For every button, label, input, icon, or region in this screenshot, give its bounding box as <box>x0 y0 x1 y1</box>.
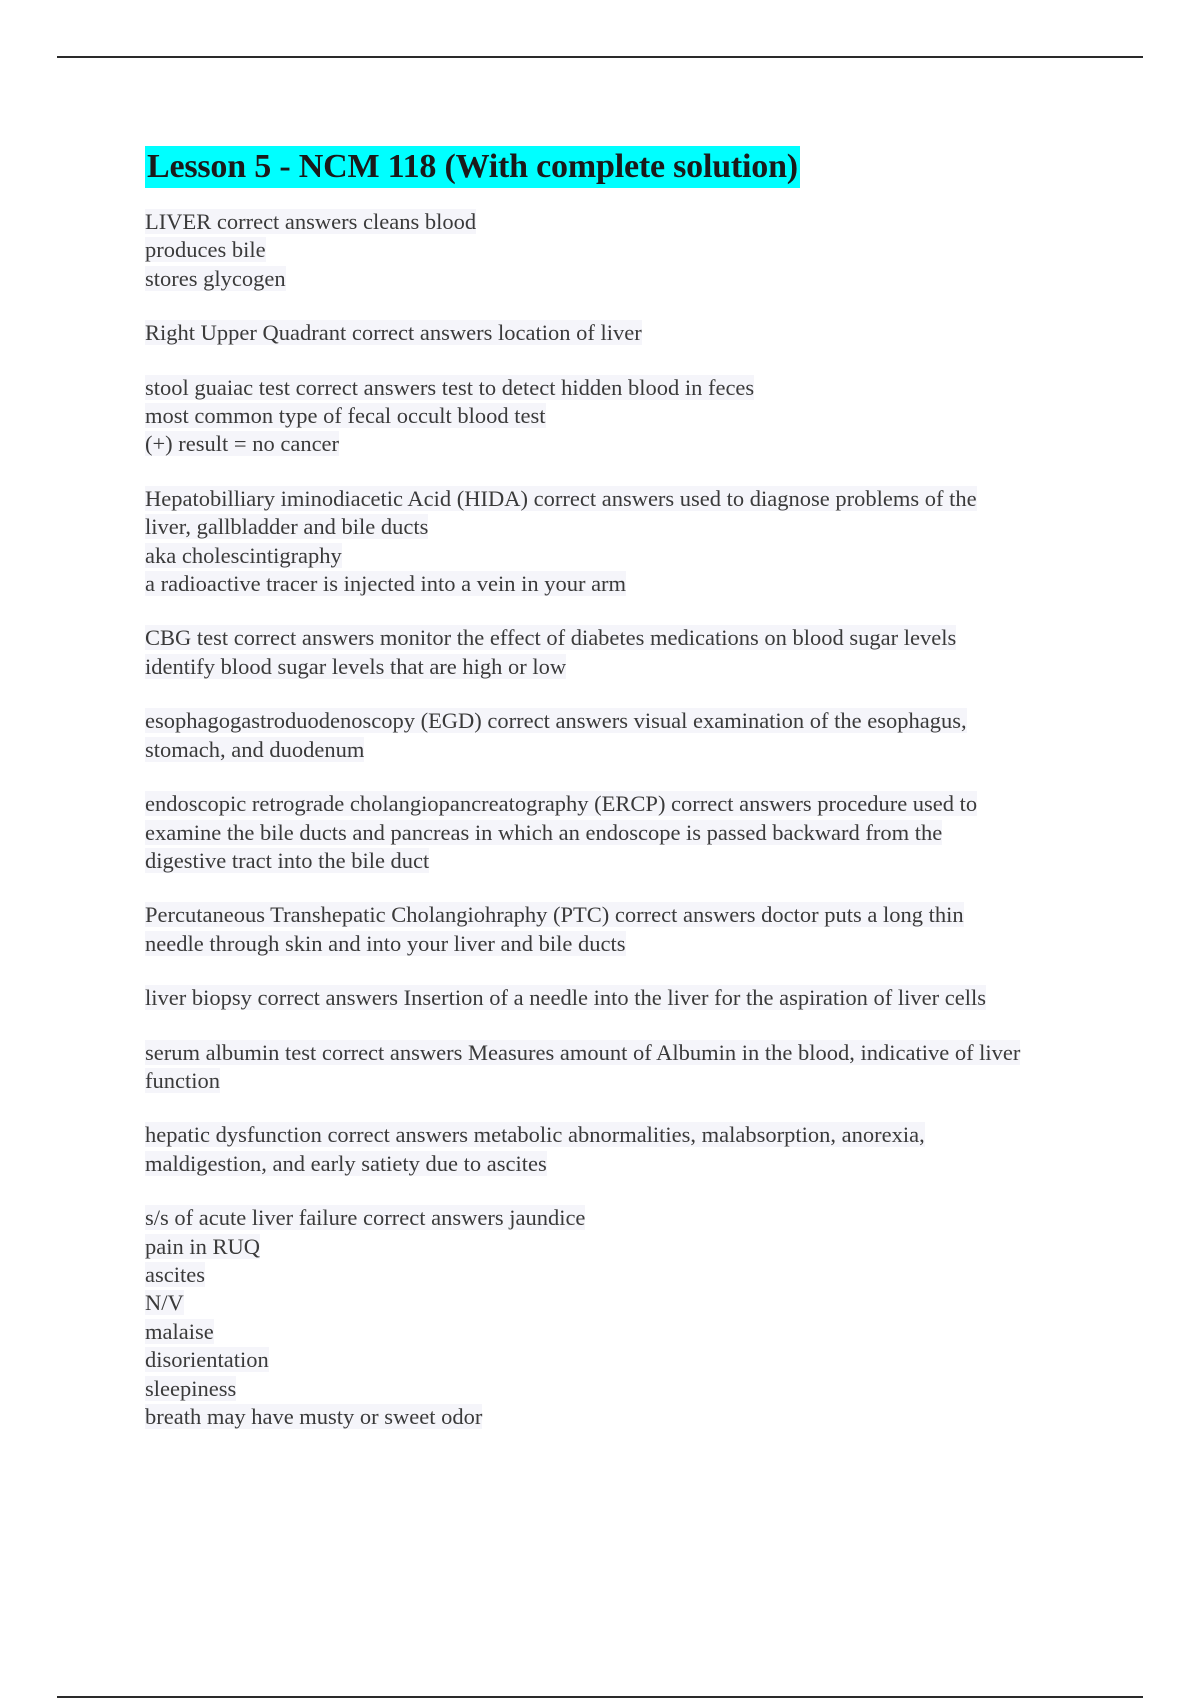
entry-line <box>145 1039 1105 1067</box>
entry-line-text: ascites <box>145 1261 205 1287</box>
entry-line-text: stool guaiac test correct answers test to detect hidden blood in feces <box>145 374 755 400</box>
entry-line-text: liver biopsy correct answers Insertion of a needle into the liver for the aspiration of liver cells <box>145 985 986 1011</box>
entry-line <box>145 430 1105 458</box>
entry-line <box>145 1204 1105 1232</box>
entry-line-text: breath may have musty or sweet odor <box>145 1404 483 1429</box>
entry-line-text: liver, gallbladder and bile ducts <box>145 514 429 540</box>
entry-line-text: stomach, and duodenum <box>145 736 365 762</box>
entry-line <box>145 901 1105 929</box>
entry-line <box>145 1375 1105 1403</box>
entry-line-text: digestive tract into the bile duct <box>145 847 430 873</box>
entry-line <box>145 1289 1105 1317</box>
entry-line-text: examine the bile ducts and pancreas in which an endoscope is passed backward from the <box>145 819 943 845</box>
qa-entry <box>145 901 1105 958</box>
qa-entry <box>145 1121 1105 1178</box>
entry-line-text: aka cholescintigraphy <box>145 542 342 568</box>
entry-line <box>145 374 1105 402</box>
entry-line <box>145 1150 1105 1178</box>
entry-line-text: hepatic dysfunction correct answers metabolic abnormalities, malabsorption, anorexia, <box>145 1122 925 1148</box>
entry-line <box>145 847 1105 875</box>
qa-entry <box>145 1039 1105 1096</box>
entry-line-text: LIVER correct answers cleans blood <box>145 209 477 234</box>
entry-line <box>145 930 1105 958</box>
qa-entry <box>145 208 1105 293</box>
entry-line <box>145 570 1105 598</box>
qa-entry <box>145 374 1105 459</box>
entry-line-text: a radioactive tracer is injected into a vein in your arm <box>145 571 627 597</box>
qa-entry <box>145 624 1105 681</box>
entry-line <box>145 485 1105 513</box>
entry-line-text: serum albumin test correct answers Measures amount of Albumin in the blood, indicative of liver <box>145 1039 1021 1065</box>
entry-line <box>145 1233 1105 1261</box>
qa-entry <box>145 707 1105 764</box>
entry-line <box>145 542 1105 570</box>
entry-line <box>145 402 1105 430</box>
entry-line-text: stores glycogen <box>145 265 286 291</box>
entry-line <box>145 319 1105 347</box>
entry-line <box>145 265 1105 293</box>
entry-line-text: s/s of acute liver failure correct answers jaundice <box>145 1205 586 1231</box>
entry-line-text: N/V <box>145 1290 184 1316</box>
entry-line-text: most common type of fecal occult blood test <box>145 403 546 429</box>
entry-line <box>145 819 1105 847</box>
entry-line-text: Percutaneous Transhepatic Cholangiohraphy (PTC) correct answers doctor puts a long thin <box>145 902 964 928</box>
entry-line-text: maldigestion, and early satiety due to ascites <box>145 1150 547 1176</box>
qa-entry <box>145 319 1105 347</box>
entry-line-text: identify blood sugar levels that are high or low <box>145 653 567 679</box>
entry-line-text: disorientation <box>145 1347 269 1373</box>
entry-line-text: needle through skin and into your liver and bile ducts <box>145 930 626 956</box>
entry-line-text: function <box>145 1067 220 1093</box>
entry-line-text: sleepiness <box>145 1375 237 1401</box>
entry-line <box>145 707 1105 735</box>
qa-entry <box>145 790 1105 875</box>
entry-line-text: Hepatobilliary iminodiacetic Acid (HIDA) correct answers used to diagnose problems of the <box>145 485 977 511</box>
entry-line <box>145 1403 1105 1431</box>
entry-line <box>145 653 1105 681</box>
top-rule <box>57 56 1143 58</box>
qa-entry <box>145 485 1105 599</box>
entry-line-text: esophagogastroduodenoscopy (EGD) correct answers visual examination of the esophagus, <box>145 708 967 734</box>
entry-line <box>145 624 1105 652</box>
entry-line <box>145 208 1105 236</box>
entry-line <box>145 1121 1105 1149</box>
entry-line <box>145 1261 1105 1289</box>
entry-line <box>145 736 1105 764</box>
entry-line-text: pain in RUQ <box>145 1233 260 1259</box>
qa-entry <box>145 1204 1105 1431</box>
qa-entry <box>145 984 1105 1012</box>
entry-list <box>145 208 1105 1431</box>
entry-line <box>145 513 1105 541</box>
entry-line-text: (+) result = no cancer <box>145 431 340 457</box>
entry-line <box>145 984 1105 1012</box>
entry-line-text: malaise <box>145 1318 214 1344</box>
entry-line <box>145 236 1105 264</box>
bottom-rule <box>57 1696 1143 1698</box>
document-body <box>145 146 1105 1457</box>
entry-line-text: CBG test correct answers monitor the effect of diabetes medications on blood sugar levels <box>145 625 957 651</box>
entry-line <box>145 1346 1105 1374</box>
entry-line <box>145 790 1105 818</box>
entry-line-text: produces bile <box>145 237 266 263</box>
entry-line <box>145 1067 1105 1095</box>
entry-line-text: Right Upper Quadrant correct answers location of liver <box>145 320 642 346</box>
document-title: Lesson 5 - NCM 118 (With complete solution) <box>145 146 800 188</box>
entry-line <box>145 1318 1105 1346</box>
entry-line-text: endoscopic retrograde cholangiopancreatography (ERCP) correct answers procedure used to <box>145 791 978 817</box>
